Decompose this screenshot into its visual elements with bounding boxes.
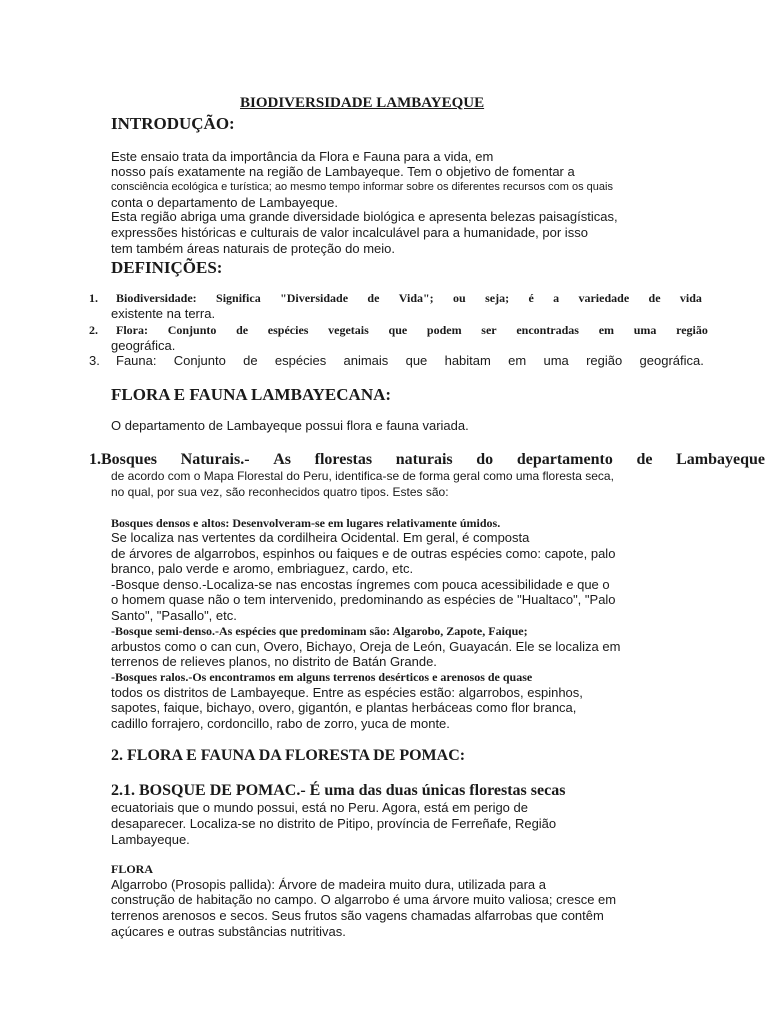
def-word: Significa [216, 291, 261, 305]
def-word: que [405, 353, 428, 368]
section21-line: ecuatoriais que o mundo possui, está no Peru. Agora, está em perigo de [111, 800, 528, 815]
intro-line: nosso país exatamente na região de Lambayeque. Tem o objetivo de fomentar a [111, 164, 575, 179]
def-word: região [586, 353, 623, 368]
bosques-line: sapotes, faique, bichayo, overo, gigantón, e plantas herbáceas como flor branca, [111, 700, 577, 715]
def-word: seja; [485, 291, 510, 305]
def-word: vegetais [328, 323, 369, 337]
section1-heading [89, 451, 765, 469]
def-word: em [508, 353, 527, 368]
flora-fauna-heading: FLORA E FAUNA LAMBAYECANA: [111, 385, 392, 404]
def-word: a [553, 291, 560, 305]
def-word: que [388, 323, 408, 337]
heading-word: As [273, 451, 291, 468]
def-word: Flora: [116, 323, 148, 337]
def-word: podem [426, 323, 462, 337]
def-word: de [648, 291, 661, 305]
intro-line: Este ensaio trata da importância da Flora e Fauna para a vida, em [111, 149, 494, 164]
bosques-line: cadillo forrajero, cordoncillo, rabo de zorro, yuca de monte. [111, 716, 450, 731]
def-word: de [236, 323, 249, 337]
bosques-line: arbustos como o can cun, Overo, Bichayo, Oreja de León, Guayacán. Ele se localiza em [111, 639, 621, 654]
def-word: em [598, 323, 615, 337]
def-word: Conjunto [173, 353, 226, 368]
section21-line: desaparecer. Localiza-se no distrito de Pitipo, província de Ferreñafe, Região [111, 816, 557, 831]
definition-biodiversity [116, 291, 702, 306]
def-word: espécies [267, 323, 309, 337]
def-word: Biodiversidade: [116, 291, 197, 305]
heading-word: departamento [516, 451, 613, 468]
def-word: de [243, 353, 258, 368]
intro-heading: INTRODUÇÃO: [111, 114, 235, 133]
def-word: uma [633, 323, 657, 337]
heading-word: Lambayeque [676, 451, 765, 468]
definitions-heading: DEFINIÇÕES: [111, 258, 223, 277]
section1-line: de acordo com o Mapa Florestal do Peru, identifica-se de forma geral como uma floresta seca, [111, 469, 614, 483]
bosques-line: de árvores de algarrobos, espinhos ou faiques e de outras espécies como: capote, palo [111, 546, 616, 561]
def-word: ser [481, 323, 497, 337]
heading-word: 1.Bosques [89, 451, 158, 468]
heading-word: de [636, 451, 653, 468]
flora-line: construção de habitação no campo. O algarrobo é uma árvore muito valiosa; cresce em [111, 892, 617, 907]
document-title: BIODIVERSIDADE LAMBAYEQUE [240, 95, 485, 111]
def-word: geográfica. [639, 353, 704, 368]
definition-number: 2. [89, 323, 98, 337]
definition-number: 3. [89, 353, 100, 368]
intro-line: tem também áreas naturais de proteção do meio. [111, 241, 395, 256]
definition-flora [116, 323, 708, 338]
bosques-line: Santo", "Pasallo", etc. [111, 608, 237, 623]
bosques-line: terrenos de relieves planos, no distrito de Batán Grande. [111, 654, 437, 669]
heading-word: do [476, 451, 494, 468]
section21-heading: 2.1. BOSQUE DE POMAC.- É uma das duas únicas florestas secas [111, 782, 566, 799]
definition-number: 1. [89, 291, 98, 305]
def-word: encontradas [516, 323, 579, 337]
bosque-semi-denso-heading: -Bosque semi-denso.-As espécies que predominam são: Algarobo, Zapote, Faique; [111, 624, 528, 638]
intro-line: Esta região abriga uma grande diversidade biológica e apresenta belezas paisagísticas, [111, 209, 618, 224]
def-word: Conjunto [167, 323, 217, 337]
bosques-densos-heading: Bosques densos e altos: Desenvolveram-se em lugares relativamente úmidos. [111, 516, 501, 530]
flora-line: terrenos arenosos e secos. Seus frutos são vagens chamadas alfarrobas que contêm [111, 908, 604, 923]
def-word: ou [453, 291, 466, 305]
section2-heading: 2. FLORA E FAUNA DA FLORESTA DE POMAC: [111, 747, 466, 764]
heading-word: Naturais.- [180, 451, 250, 468]
flora-fauna-text: O departamento de Lambayeque possui flora e fauna variada. [111, 418, 469, 433]
def-word: Vida"; [398, 291, 434, 305]
bosques-ralos-heading: -Bosques ralos.-Os encontramos em alguns terrenos desérticos e arenosos de quase [111, 670, 533, 684]
bosques-line: todos os distritos de Lambayeque. Entre as espécies estão: algarrobos, espinhos, [111, 685, 583, 700]
definition-fauna [116, 353, 704, 369]
section1-line: no qual, por sua vez, são reconhecidos quatro tipos. Estes são: [111, 485, 449, 499]
bosques-line: branco, palo verde e aromo, embriaguez, cardo, etc. [111, 561, 414, 576]
def-word: de [367, 291, 380, 305]
flora-heading: FLORA [111, 862, 153, 876]
intro-line: conta o departamento de Lambayeque. [111, 195, 338, 210]
def-word: espécies [274, 353, 327, 368]
def-word: vida [679, 291, 702, 305]
def-word: animais [343, 353, 389, 368]
heading-word: naturais [395, 451, 453, 468]
def-word: "Diversidade [280, 291, 349, 305]
definition-continuation: geográfica. [111, 338, 176, 353]
bosques-line: Se localiza nas vertentes da cordilheira Ocidental. Em geral, é composta [111, 530, 530, 545]
def-word: habitam [444, 353, 491, 368]
heading-word: florestas [314, 451, 373, 468]
intro-line: consciência ecológica e turística; ao mesmo tempo informar sobre os diferentes recursos com os quais [111, 181, 613, 193]
def-word: é [528, 291, 534, 305]
intro-line: expressões históricas e culturais de valor incalculável para a humanidade, por isso [111, 225, 588, 240]
def-word: região [676, 323, 708, 337]
bosques-line: -Bosque denso.-Localiza-se nas encostas íngremes com pouca acessibilidade e que o [111, 577, 610, 592]
flora-line: Algarrobo (Prosopis pallida): Árvore de madeira muito dura, utilizada para a [111, 877, 546, 892]
bosques-line: o homem quase não o tem intervenido, predominando as espécies de "Hualtaco", "Palo [111, 592, 616, 607]
flora-line: açúcares e outras substâncias nutritivas. [111, 924, 346, 939]
def-word: Fauna: [116, 353, 157, 368]
def-word: uma [543, 353, 569, 368]
section21-line: Lambayeque. [111, 832, 190, 847]
def-word: variedade [578, 291, 630, 305]
definition-continuation: existente na terra. [111, 306, 216, 321]
